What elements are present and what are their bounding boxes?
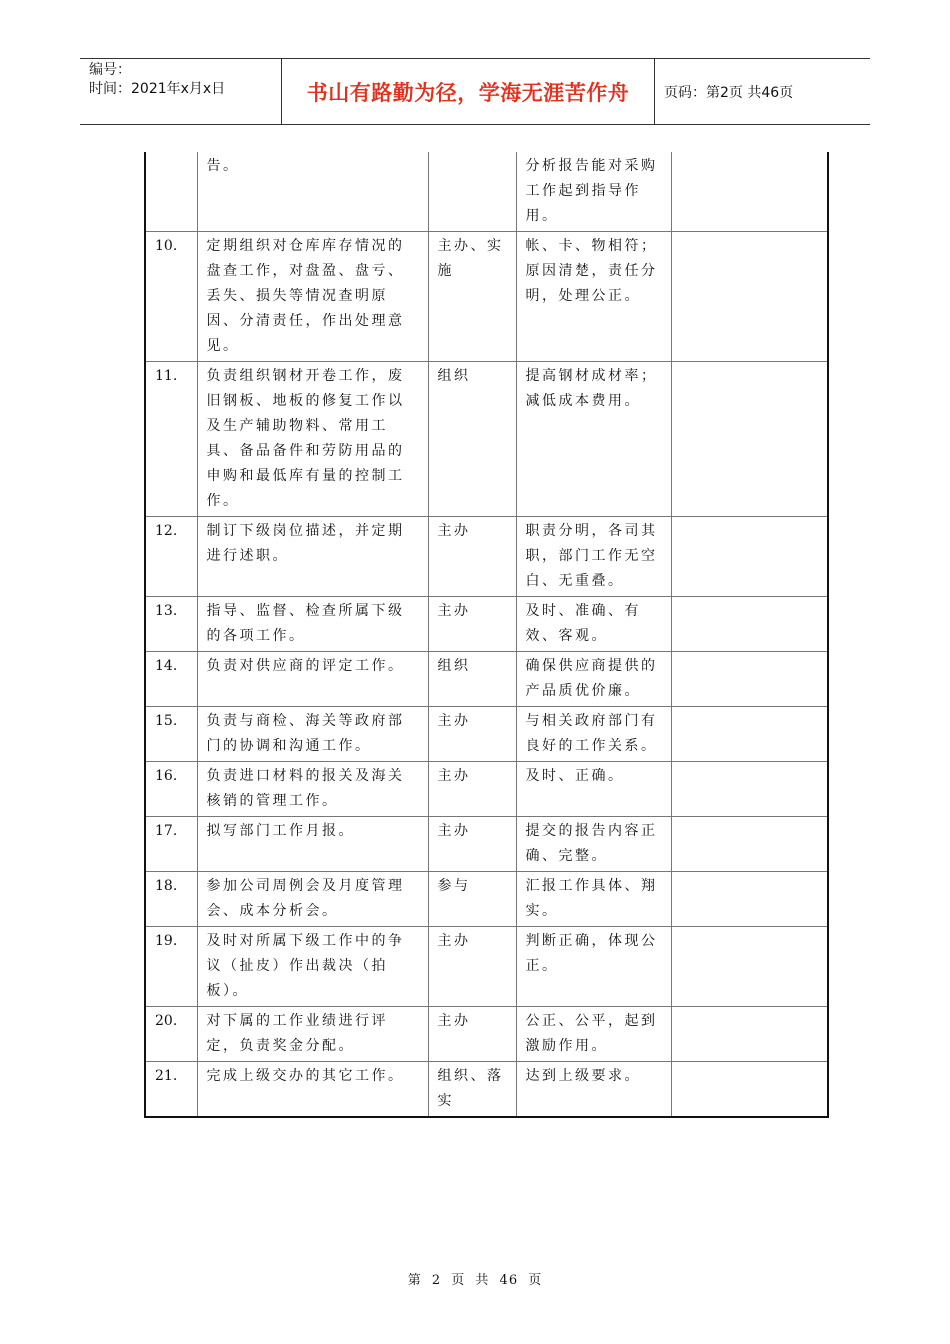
role-cell: 主办 — [428, 817, 516, 872]
task-description: 及时对所属下级工作中的争议（扯皮）作出裁决（拍板）。 — [197, 927, 428, 1007]
role-cell: 主办 — [428, 597, 516, 652]
standard-cell: 提高钢材成材率；减低成本费用。 — [516, 362, 671, 517]
table-row — [145, 762, 828, 817]
note-cell — [671, 872, 828, 927]
task-description: 告。 — [197, 152, 428, 232]
row-number — [145, 152, 197, 232]
standard-cell: 帐、卡、物相符；原因清楚，责任分明，处理公正。 — [516, 232, 671, 362]
standard-cell: 与相关政府部门有良好的工作关系。 — [516, 707, 671, 762]
row-number: 16. — [145, 762, 197, 817]
document-time: 时间：2021年x月x日 — [89, 81, 226, 97]
document-number-label: 编号： — [89, 62, 131, 78]
table-row — [145, 152, 828, 232]
standard-cell: 分析报告能对采购工作起到指导作用。 — [516, 152, 671, 232]
role-cell: 主办、实施 — [428, 232, 516, 362]
row-number: 19. — [145, 927, 197, 1007]
standard-cell: 公正、公平，起到激励作用。 — [516, 1007, 671, 1062]
role-cell: 组织 — [428, 362, 516, 517]
task-description: 对下属的工作业绩进行评定，负责奖金分配。 — [197, 1007, 428, 1062]
row-number: 13. — [145, 597, 197, 652]
task-description: 负责对供应商的评定工作。 — [197, 652, 428, 707]
table-row — [145, 1007, 828, 1062]
role-cell: 主办 — [428, 517, 516, 597]
role-cell — [428, 152, 516, 232]
row-number: 18. — [145, 872, 197, 927]
role-cell: 组织、落实 — [428, 1062, 516, 1118]
standard-cell: 提交的报告内容正确、完整。 — [516, 817, 671, 872]
standard-cell: 及时、正确。 — [516, 762, 671, 817]
note-cell — [671, 597, 828, 652]
task-description: 负责组织钢材开卷工作，废旧钢板、地板的修复工作以及生产辅助物料、常用工具、备品备件和劳防用品的申购和最低库有量的控制工作。 — [197, 362, 428, 517]
role-cell: 主办 — [428, 707, 516, 762]
standard-cell: 及时、准确、有效、客观。 — [516, 597, 671, 652]
page-header — [80, 58, 870, 125]
note-cell — [671, 707, 828, 762]
task-description: 制订下级岗位描述，并定期进行述职。 — [197, 517, 428, 597]
note-cell — [671, 152, 828, 232]
page-footer: 第 2 页 共 46 页 — [407, 1273, 543, 1288]
task-description: 定期组织对仓库库存情况的盘查工作，对盘盈、盘亏、丢失、损失等情况查明原因、分清责任，作出处理意见。 — [197, 232, 428, 362]
note-cell — [671, 817, 828, 872]
note-cell — [671, 762, 828, 817]
table-row — [145, 232, 828, 362]
table-row — [145, 707, 828, 762]
duties-table — [144, 152, 829, 1118]
table-row — [145, 872, 828, 927]
note-cell — [671, 362, 828, 517]
table-row — [145, 927, 828, 1007]
standard-cell: 达到上级要求。 — [516, 1062, 671, 1118]
table-row — [145, 362, 828, 517]
note-cell — [671, 232, 828, 362]
note-cell — [671, 1062, 828, 1118]
role-cell: 主办 — [428, 927, 516, 1007]
table-row — [145, 817, 828, 872]
role-cell: 组织 — [428, 652, 516, 707]
task-description: 拟写部门工作月报。 — [197, 817, 428, 872]
row-number: 10. — [145, 232, 197, 362]
note-cell — [671, 1007, 828, 1062]
task-description: 指导、监督、检查所属下级的各项工作。 — [197, 597, 428, 652]
row-number: 20. — [145, 1007, 197, 1062]
row-number: 14. — [145, 652, 197, 707]
row-number: 17. — [145, 817, 197, 872]
standard-cell: 汇报工作具体、翔实。 — [516, 872, 671, 927]
table-row — [145, 517, 828, 597]
task-description: 完成上级交办的其它工作。 — [197, 1062, 428, 1118]
standard-cell: 判断正确，体现公正。 — [516, 927, 671, 1007]
role-cell: 主办 — [428, 762, 516, 817]
table-row — [145, 652, 828, 707]
table-row — [145, 1062, 828, 1118]
note-cell — [671, 517, 828, 597]
role-cell: 参与 — [428, 872, 516, 927]
note-cell — [671, 652, 828, 707]
header-motto: 书山有路勤为径，学海无涯苦作舟 — [282, 59, 655, 124]
task-description: 负责与商检、海关等政府部门的协调和沟通工作。 — [197, 707, 428, 762]
task-description: 参加公司周例会及月度管理会、成本分析会。 — [197, 872, 428, 927]
standard-cell: 确保供应商提供的产品质优价廉。 — [516, 652, 671, 707]
standard-cell: 职责分明，各司其职，部门工作无空白、无重叠。 — [516, 517, 671, 597]
duties-table-body — [145, 152, 828, 1117]
note-cell — [671, 927, 828, 1007]
task-description: 负责进口材料的报关及海关核销的管理工作。 — [197, 762, 428, 817]
row-number: 11. — [145, 362, 197, 517]
row-number: 21. — [145, 1062, 197, 1118]
role-cell: 主办 — [428, 1007, 516, 1062]
header-meta — [80, 59, 282, 124]
row-number: 12. — [145, 517, 197, 597]
row-number: 15. — [145, 707, 197, 762]
header-page-info: 页码：第2页 共46页 — [664, 84, 794, 101]
table-row — [145, 597, 828, 652]
